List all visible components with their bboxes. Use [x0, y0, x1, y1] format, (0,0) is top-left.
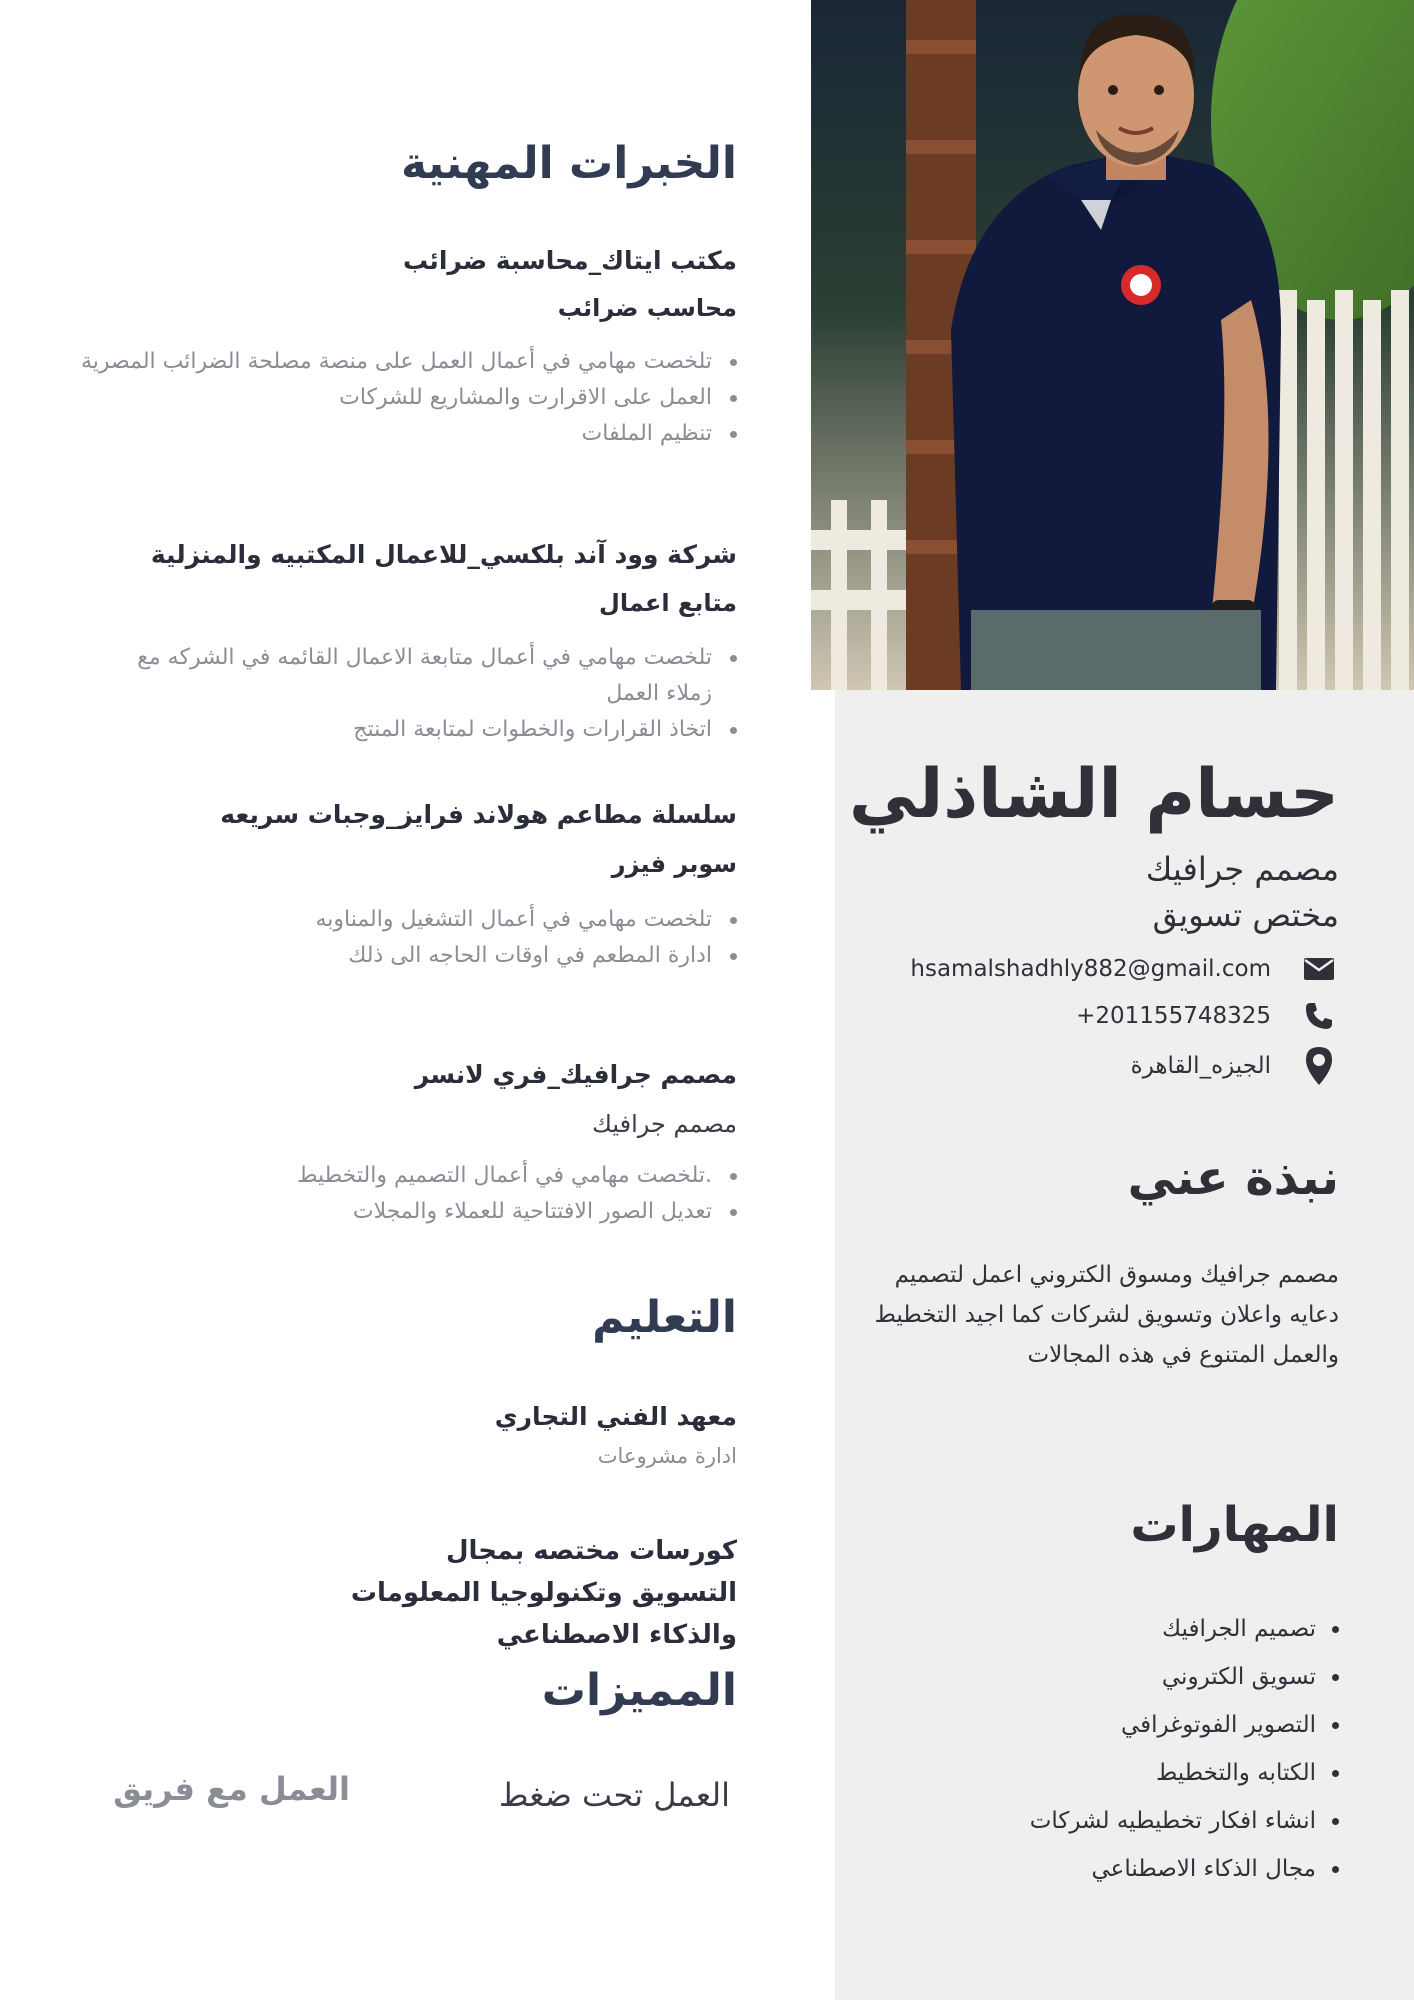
- list-item: العمل على الاقرارت والمشاريع للشركات: [77, 380, 737, 416]
- about-heading: نبذة عني: [1127, 1150, 1339, 1206]
- phone-icon: [1299, 996, 1339, 1036]
- location-text: الجيزه_القاهرة: [1130, 1053, 1271, 1079]
- envelope-icon: [1299, 949, 1339, 989]
- list-item: تلخصت مهامي في أعمال العمل على منصة مصلحة الضرائب المصرية: [77, 344, 737, 380]
- about-text: مصمم جرافيك ومسوق الكتروني اعمل لتصميم دعايه واعلان وتسويق لشركات كما اجيد التخطيط والعمل المتنوع في هذه المجالات: [874, 1262, 1339, 1368]
- list-item: اتخاذ القرارات والخطوات لمتابعة المنتج: [107, 712, 737, 748]
- list-item: تلخصت مهامي في أعمال التشغيل والمناوبه: [77, 902, 737, 938]
- job-company: مصمم جرافيك_فري لانسر: [414, 1060, 737, 1089]
- phone-text: +201155748325: [1076, 1003, 1271, 1029]
- map-pin-icon: [1299, 1046, 1339, 1086]
- profile-photo: [811, 0, 1414, 690]
- skills-list: [939, 1605, 1339, 1893]
- list-item: مجال الذكاء الاصطناعي: [939, 1845, 1339, 1893]
- job-company: شركة وود آند بلكسي_للاعمال المكتبيه والمنزلية: [150, 540, 737, 569]
- experience-heading: الخبرات المهنية: [400, 138, 737, 189]
- job-role: متابع اعمال: [599, 589, 737, 617]
- profile-name: حسام الشاذلي: [848, 755, 1339, 834]
- list-item: تسويق الكتروني: [939, 1653, 1339, 1701]
- list-item: التصوير الفوتوغرافي: [939, 1701, 1339, 1749]
- skills-heading: المهارات: [1130, 1497, 1339, 1553]
- education-heading: التعليم: [592, 1292, 737, 1343]
- profile-title-2: مختص تسويق: [1152, 896, 1339, 934]
- portrait-photo: [811, 0, 1414, 690]
- list-item: تنظيم الملفات: [77, 416, 737, 452]
- job-tasks: [77, 344, 737, 452]
- contact-email[interactable]: [779, 949, 1339, 989]
- education-courses: كورسات مختصه بمجال التسويق وتكنولوجيا المعلومات والذكاء الاصطناعي: [350, 1536, 737, 1650]
- job-tasks: [107, 640, 737, 748]
- features-heading: المميزات: [541, 1665, 737, 1716]
- job-company: مكتب ايتاك_محاسبة ضرائب: [402, 246, 737, 275]
- profile-title-1: مصمم جرافيك: [1145, 850, 1339, 888]
- job-role: مصمم جرافيك: [592, 1110, 737, 1138]
- job-role: محاسب ضرائب: [557, 294, 737, 322]
- education-school: معهد الفني التجاري: [494, 1402, 737, 1431]
- list-item: انشاء افكار تخطيطيه لشركات: [939, 1797, 1339, 1845]
- contact-phone[interactable]: [779, 996, 1339, 1036]
- list-item: تصميم الجرافيك: [939, 1605, 1339, 1653]
- education-school-sub: ادارة مشروعات: [597, 1444, 737, 1468]
- list-item: الكتابه والتخطيط: [939, 1749, 1339, 1797]
- list-item: تعديل الصور الافتتاحية للعملاء والمجلات: [77, 1194, 737, 1230]
- email-text: hsamalshadhly882@gmail.com: [910, 956, 1271, 982]
- feature-item: العمل مع فريق: [113, 1770, 350, 1808]
- feature-item: العمل تحت ضغط: [498, 1776, 730, 1814]
- job-role: سوبر فيزر: [611, 850, 737, 878]
- contact-location: [779, 1046, 1339, 1086]
- job-tasks: [77, 1158, 737, 1230]
- list-item: تلخصت مهامي في أعمال متابعة الاعمال القائمه في الشركه مع زملاء العمل: [107, 640, 737, 712]
- list-item: تلخصت مهامي في أعمال التصميم والتخطيط.: [77, 1158, 737, 1194]
- job-tasks: [77, 902, 737, 974]
- job-company: سلسلة مطاعم هولاند فرايز_وجبات سريعه: [220, 800, 737, 829]
- list-item: ادارة المطعم في اوقات الحاجه الى ذلك: [77, 938, 737, 974]
